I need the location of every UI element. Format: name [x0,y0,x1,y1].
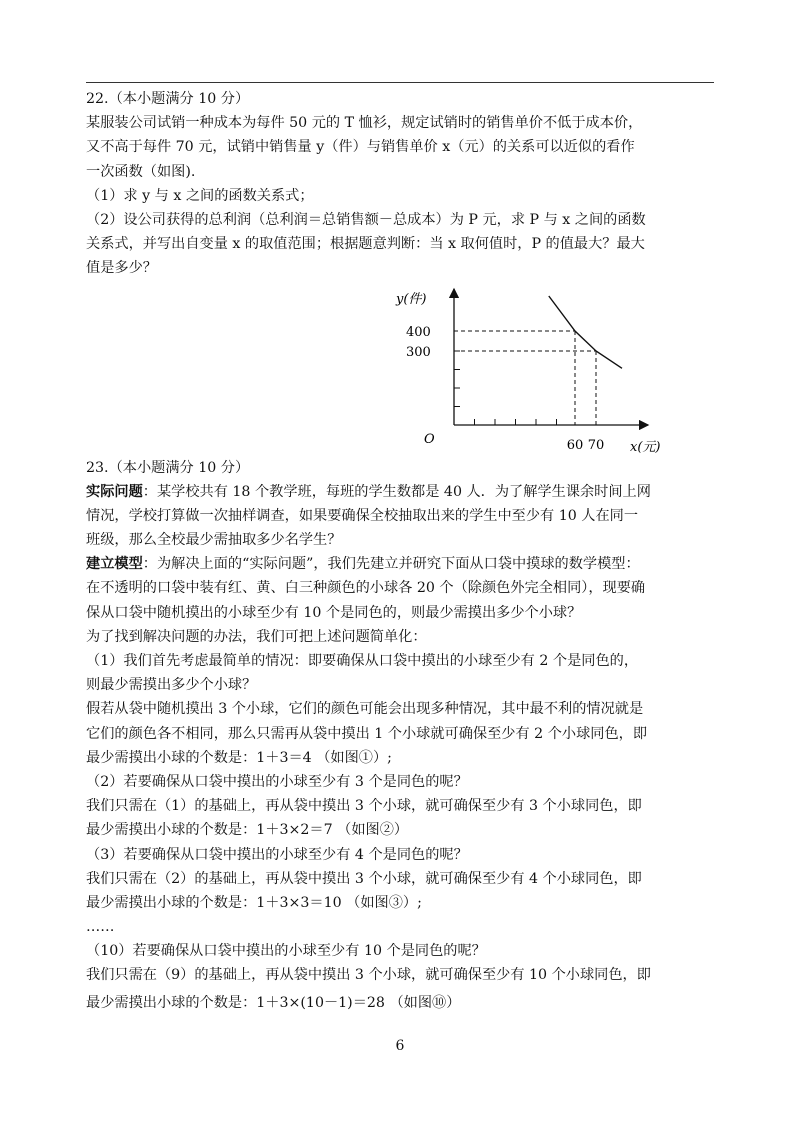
q23-line: 最少需摸出小球的个数是：1＋3＝4 （如图①）; [86,749,392,766]
q22-line: 某服装公司试销一种成本为每件 50 元的 T 恤衫，规定试销时的销售单价不低于成本价， [86,115,643,132]
q23-line: 实际问题：某学校共有 18 个教学班，每班的学生数都是 40 人．为了解学生课余时间上网 [86,483,651,500]
q22-line: （2）设公司获得的总利润（总利润＝总销售额－总成本）为 P 元，求 P 与 x 之间的函数 [86,211,646,228]
q23-line: （10）若要确保从口袋中摸出的小球至少有 10 个是同色的呢？ [86,943,486,960]
q23-line: 假若从袋中随机摸出 3 个小球，它们的颜色可能会出现多种情况，其中最不利的情况就是 [86,701,644,718]
q23-line: …… [86,919,115,936]
q22-heading: 22.（本小题满分 10 分） [86,91,250,107]
q23-line: 班级，那么全校最少需抽取多少名学生？ [86,532,342,549]
x-tick-label: 70 [587,437,605,453]
q23-line: 最少需摸出小球的个数是：1＋3×3＝10 （如图③）; [86,894,422,911]
x-tick-label: 60 [566,437,584,453]
y-tick-label: 400 [406,324,431,340]
model-label: 建立模型 [86,556,143,573]
q23-line: 保从口袋中随机摸出的小球至少有 10 个是同色的，则最少需摸出多少个小球？ [86,604,582,621]
q22-graph [86,281,716,456]
page-number: 6 [395,1038,405,1054]
q23-heading: 23.（本小题满分 10 分） [86,459,250,476]
q23-line: 最少需摸出小球的个数是：1＋3×2＝7 （如图②） [86,822,409,839]
q23-line: 我们只需在（1）的基础上，再从袋中摸出 3 个小球，就可确保至少有 3 个小球同色，即 [86,798,642,815]
header-rule [86,82,714,83]
q22-line: 值是多少？ [86,260,157,277]
q22-line: 又不高于每件 70 元，试销中销售量 y（件）与销售单价 x（元）的关系可以近似的看作 [86,139,635,156]
series-line [549,296,622,368]
q22-line: 一次函数（如图). [86,163,196,180]
q23-line: 最少需摸出小球的个数是：1＋3×(10－1)＝28 （如图⑩） [86,994,461,1011]
q23-line: 情况，学校打算做一次抽样调查，如果要确保全校抽取出来的学生中至少有 10 人在同一 [86,507,639,524]
y-tick-label: 300 [406,344,431,360]
q22-line: （1）求 y 与 x 之间的函数关系式； [86,187,314,204]
q23-line: 为了找到解决问题的办法，我们可把上述问题简单化： [86,628,427,645]
q23-line: 我们只需在（2）的基础上，再从袋中摸出 3 个小球，就可确保至少有 4 个小球同色，即 [86,870,642,887]
y-axis-label: y(件) [396,291,427,307]
q23-line: （2）若要确保从口袋中摸出的小球至少有 3 个是同色的呢？ [86,773,468,790]
practical-label: 实际问题 [86,483,143,500]
q23-line: 则最少需摸出多少个小球？ [86,677,257,694]
q23-line: （1）我们首先考虑最简单的情况：即要确保从口袋中摸出的小球至少有 2 个是同色的， [86,653,639,669]
q23-line: 它们的颜色各不相同，那么只需再从袋中摸出 1 个小球就可确保至少有 2 个小球同色，即 [86,725,648,742]
x-axis-label: x(元) [630,439,661,455]
q23-line: （3）若要确保从口袋中摸出的小球至少有 4 个是同色的呢？ [86,846,468,863]
q22-line: 关系式，并写出自变量 x 的取值范围；根据题意判断：当 x 取何值时，P 的值最大？最大 [86,236,645,253]
q23-line: 建立模型：为解决上面的“实际问题”，我们先建立并研究下面从口袋中摸球的数学模型： [86,556,640,573]
origin-label: O [424,431,435,447]
line-chart [386,281,661,456]
q23-line: 我们只需在（9）的基础上，再从袋中摸出 3 个小球，就可确保至少有 10 个小球同色，即 [86,967,651,984]
page-content [86,87,716,1018]
q23-line: 在不透明的口袋中装有红、黄、白三种颜色的小球各 20 个（除颜色外完全相同），现要确 [86,580,646,597]
